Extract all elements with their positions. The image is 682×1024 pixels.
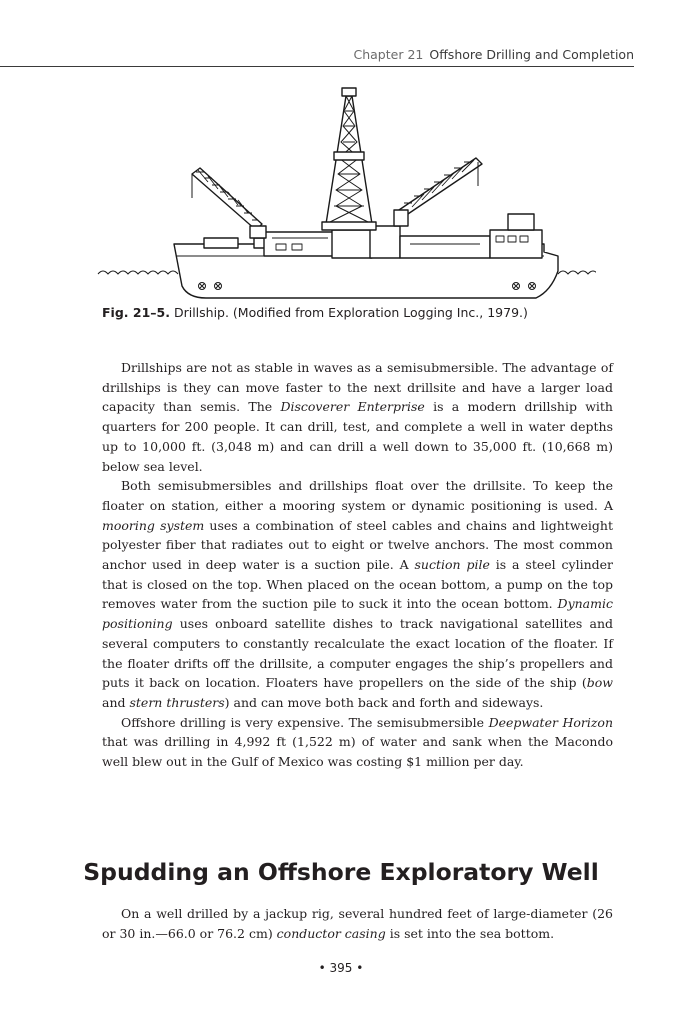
paragraph-2-text-k: ) and can move both back and forth and sideways. [224,694,544,710]
term-suction-pile: suction pile [414,557,490,573]
paragraph-2-text-a: Both semisubmersibles and drillships float over the drillsite. To keep the floater on station, either a mooring system or dynamic positioning is used. A [102,478,613,513]
section-paragraph-1-text-a: On a well drilled by a jackup rig, several hundred feet of large-diameter (26 or 30 in.—66.0 or 76.2 cm) [102,906,613,941]
header-rule [0,66,634,67]
paragraph-2-text-i: and [102,694,130,710]
section-heading: Spudding an Offshore Exploratory Well [83,858,599,886]
term-mooring-system: mooring system [102,517,205,533]
page-number: • 395 • [318,961,364,975]
paragraph-1 [102,358,613,476]
running-header [354,47,635,62]
term-bow: bow [586,675,613,691]
paragraph-2 [102,476,613,712]
body-text [102,358,613,772]
paragraph-2-text-g: uses onboard satellite dishes to track navigational satellites and several computers to constantly recalculate the exact location of the floater. If the floater drifts off the drillsite, a computer engages the ship’s propellers and puts it back on location. Floaters have propellers on the side of the ship ( [102,616,613,691]
term-dynamic-positioning: Dynamic positioning [102,596,613,632]
paragraph-3-text-a: Offshore drilling is very expensive. The semisubmersible [121,714,489,730]
figure-label: Fig. 21–5. [102,305,170,320]
ship-name-deepwater-horizon: Deepwater Horizon [488,714,613,730]
chapter-number: Chapter 21 [353,47,424,62]
term-stern-thrusters: stern thrusters [129,694,225,710]
paragraph-1-text-c: is a modern drillship with quarters for 200 people. It can drill, test, and complete a well in water depths up to 10,000 ft. (3,048 m) and can drill a well down to 35,000 ft. (10,668 m) below sea level. [102,399,613,474]
drillship-illustration [96,86,596,304]
chapter-title: Offshore Drilling and Completion [429,47,634,62]
section-paragraph-1 [102,904,613,943]
paragraph-2-text-c: uses a combination of steel cables and chains and lightweight polyester fiber that radiates out to eight or twelve anchors. The most common anchor used in deep water is a suction pile. A [102,517,613,573]
figure-caption [102,305,622,320]
figure-caption-text: Drillship. (Modified from Exploration Logging Inc., 1979.) [173,305,528,320]
term-conductor-casing: conductor casing [276,925,386,941]
paragraph-2-text-e: is a steel cylinder that is closed on the top. When placed on the ocean bottom, a pump on the top removes water from the suction pile to suck it into the ocean bottom. [102,557,614,612]
paragraph-3 [102,713,613,772]
paragraph-1-text-a: Drillships are not as stable in waves as a semisubmersible. The advantage of drillships is they can move faster to the next drillsite and have a larger load capacity than semis. The [102,360,613,415]
section-paragraph-1-text-c: is set into the sea bottom. [385,925,555,941]
section-body-text [102,904,613,943]
paragraph-3-text-c: that was drilling in 4,992 ft (1,522 m) of water and sank when the Macondo well blew out in the Gulf of Mexico was costing $1 million per day. [102,734,613,770]
ship-name-italic: Discoverer Enterprise [280,399,425,415]
